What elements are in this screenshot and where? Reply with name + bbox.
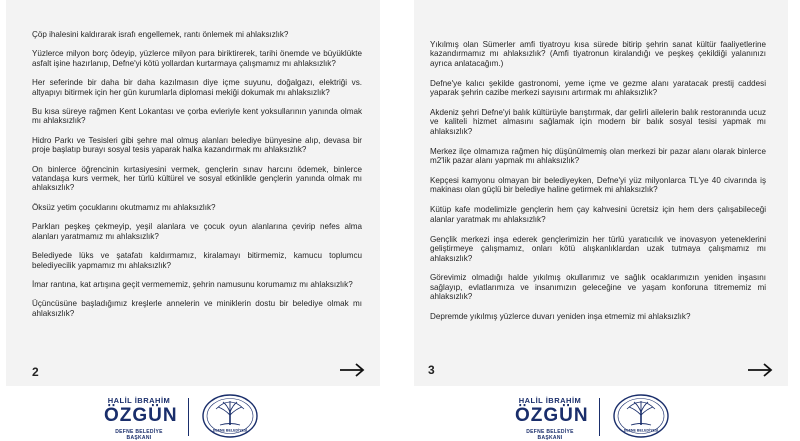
page-2 (6, 0, 380, 386)
footer-branding (0, 392, 800, 441)
seal-text: DEFNE BELEDİYESİ (623, 428, 659, 433)
mayor-last-name: ÖZGÜN (104, 405, 178, 426)
arrow-right-icon[interactable] (746, 362, 774, 378)
paragraph: Öksüz yetim çocuklarını okutmamız mı ahlaksızlık? (32, 202, 216, 212)
mayor-first-name: HALİL İBRAHİM (107, 396, 171, 405)
arrow-right-icon[interactable] (338, 362, 366, 378)
mayor-first-name: HALİL İBRAHİM (518, 396, 582, 405)
brand-block (515, 392, 695, 441)
paragraph: Merkez ilçe olmamıza rağmen hiç düşünülmemiş olan merkezi bir pazar alanı olarak binlerce m2'lik pazar alanı yapmak mı ahlaksızlık? (430, 146, 766, 166)
paragraph: İmar rantına, kat artışına geçit vermememiz, şehrin namusunu korumamız mı ahlaksızlık? (32, 279, 353, 289)
paragraph: Görevimiz olmadığı halde yıkılmış okullarımız ve sağlık ocaklarımızın yeniden inşasını sağlayıp, evlatlarımıza ve insanımızın geleceğine ve yaşam konforuna titrememiz mi ahlaksızlık? (430, 273, 766, 302)
mayor-last-name: ÖZGÜN (515, 405, 589, 426)
mayor-title: DEFNE BELEDİYE BAŞKANI (115, 429, 163, 441)
paragraph: Üçüncüsüne başladığımız kreşlerle annelerin ve miniklerin dostu bir belediye olmak mı ahlaksızlık? (32, 299, 362, 318)
seal-text: DEFNE BELEDİYESİ (212, 428, 248, 433)
paragraph: Belediyede lüks ve şatafatı kaldırmamız, kiralamayı bitirmemiz, kamucu toplumcu belediyecilik yapmamız mı ahlaksızlık? (32, 251, 362, 270)
paragraph: Parkları peşkeş çekmeyip, yeşil alanlara ve çocuk oyun alanlarına çevirip nefes alma alanları yaratmamız mı ahlaksızlık? (32, 222, 362, 241)
paragraph: Bu kısa süreye rağmen Kent Lokantası ve çorba evleriyle kent yoksullarının yanında olmak mı ahlaksızlık? (32, 107, 362, 126)
paragraph: Gençlik merkezi inşa ederek gençlerimizin her türlü yaratıcılık ve inovasyon yeteneklerini geliştirmeye çalışmamız, onları kötü alışkanlıklardan uzak tutmaya çalışmamız mı ahlaksızlık? (430, 234, 766, 263)
page-3-text (430, 40, 766, 332)
paragraph: Hidro Parkı ve Tesisleri gibi şehre mal olmuş alanları belediye bünyesine alıp, devasa bir proje başlatıp burayı sosyal tesis yaparak halka kazandırmak mı ahlaksızlık? (32, 135, 362, 155)
page-3 (414, 0, 788, 386)
brand-divider (188, 398, 189, 436)
page-number: 2 (32, 365, 39, 379)
paragraph: Kepçesi kamyonu olmayan bir belediyeyken, Defne'yi yüz milyonlarca TL'ye 40 civarında iş makinası olan güçlü bir belediye haline getirmek mi ahlaksızlık? (430, 176, 766, 195)
paragraph: On binlerce öğrencinin kırtasiyesini vermek, gençlerin sınav harcını ödemek, binlerce vatandaşa kurs vermek, her türlü kültürel ve sosyal etkinlikle gençlerin yanında olmak mı ahlaksızlık? (32, 164, 362, 193)
brand-block (104, 392, 284, 441)
brand-divider (599, 398, 600, 436)
mayor-title: DEFNE BELEDİYE BAŞKANI (526, 429, 574, 441)
paragraph: Kütüp kafe modelimizle gençlerin hem çay kahvesini ücretsiz için hem ders çalışabileceği alanlar yaratmak mı ahlaksızlık? (430, 205, 766, 224)
defne-tree-seal-icon (200, 393, 260, 439)
paragraph: Depremde yıkılmış yüzlerce duvarı yeniden inşa etmemiz mi ahlaksızlık? (430, 312, 691, 322)
page-number: 3 (428, 363, 435, 377)
defne-tree-seal-icon (611, 393, 671, 439)
paragraph: Çöp ihalesini kaldırarak israfı engellemek, rantı önlemek mi ahlaksızlık? (32, 30, 289, 39)
paragraph: Akdeniz şehri Defne'yi balık kültürüyle barıştırmak, dar gelirli ailelerin balık restoranında ucuz ve kaliteli hizmet almasını sağlamak için modern bir balık sosyal tesisi yapmak mı ahlaksızlık? (430, 108, 766, 136)
paragraph: Her seferinde bir daha bir daha kazılmasın diye içme suyunu, doğalgazı, elektriği vs. altyapıyı bitirmek için her gün kurumlarla diplomasi mekiği dokumak mı ahlaksızlık? (32, 78, 362, 97)
paragraph: Yıkılmış olan Sümerler amfi tiyatroyu kısa sürede bitirip şehrin sanat kültür faaliyetlerine kazandırmamız mı ahlaksızlık? (Amfi tiyatronun kiralandığı ve peşkeş çekildiği yalanınızı ayrıca anlatacağım.) (430, 40, 766, 68)
page-2-text (32, 30, 362, 328)
paragraph: Yüzlerce milyon borç ödeyip, yüzlerce milyon para biriktirerek, tarihi önemde ve büyüklükte asfalt işine hazırlanıp, Defne'yi kötü yollardan kurtarmaya çalışmamız mı ahlaksızlık? (32, 49, 362, 68)
paragraph: Defne'ye kalıcı şekilde gastronomi, yeme içme ve gezme alanı yaratacak prestij caddesi yaparak şehrin cazibe merkezi sayısını artırmak mı ahlaksızlık? (430, 78, 766, 98)
